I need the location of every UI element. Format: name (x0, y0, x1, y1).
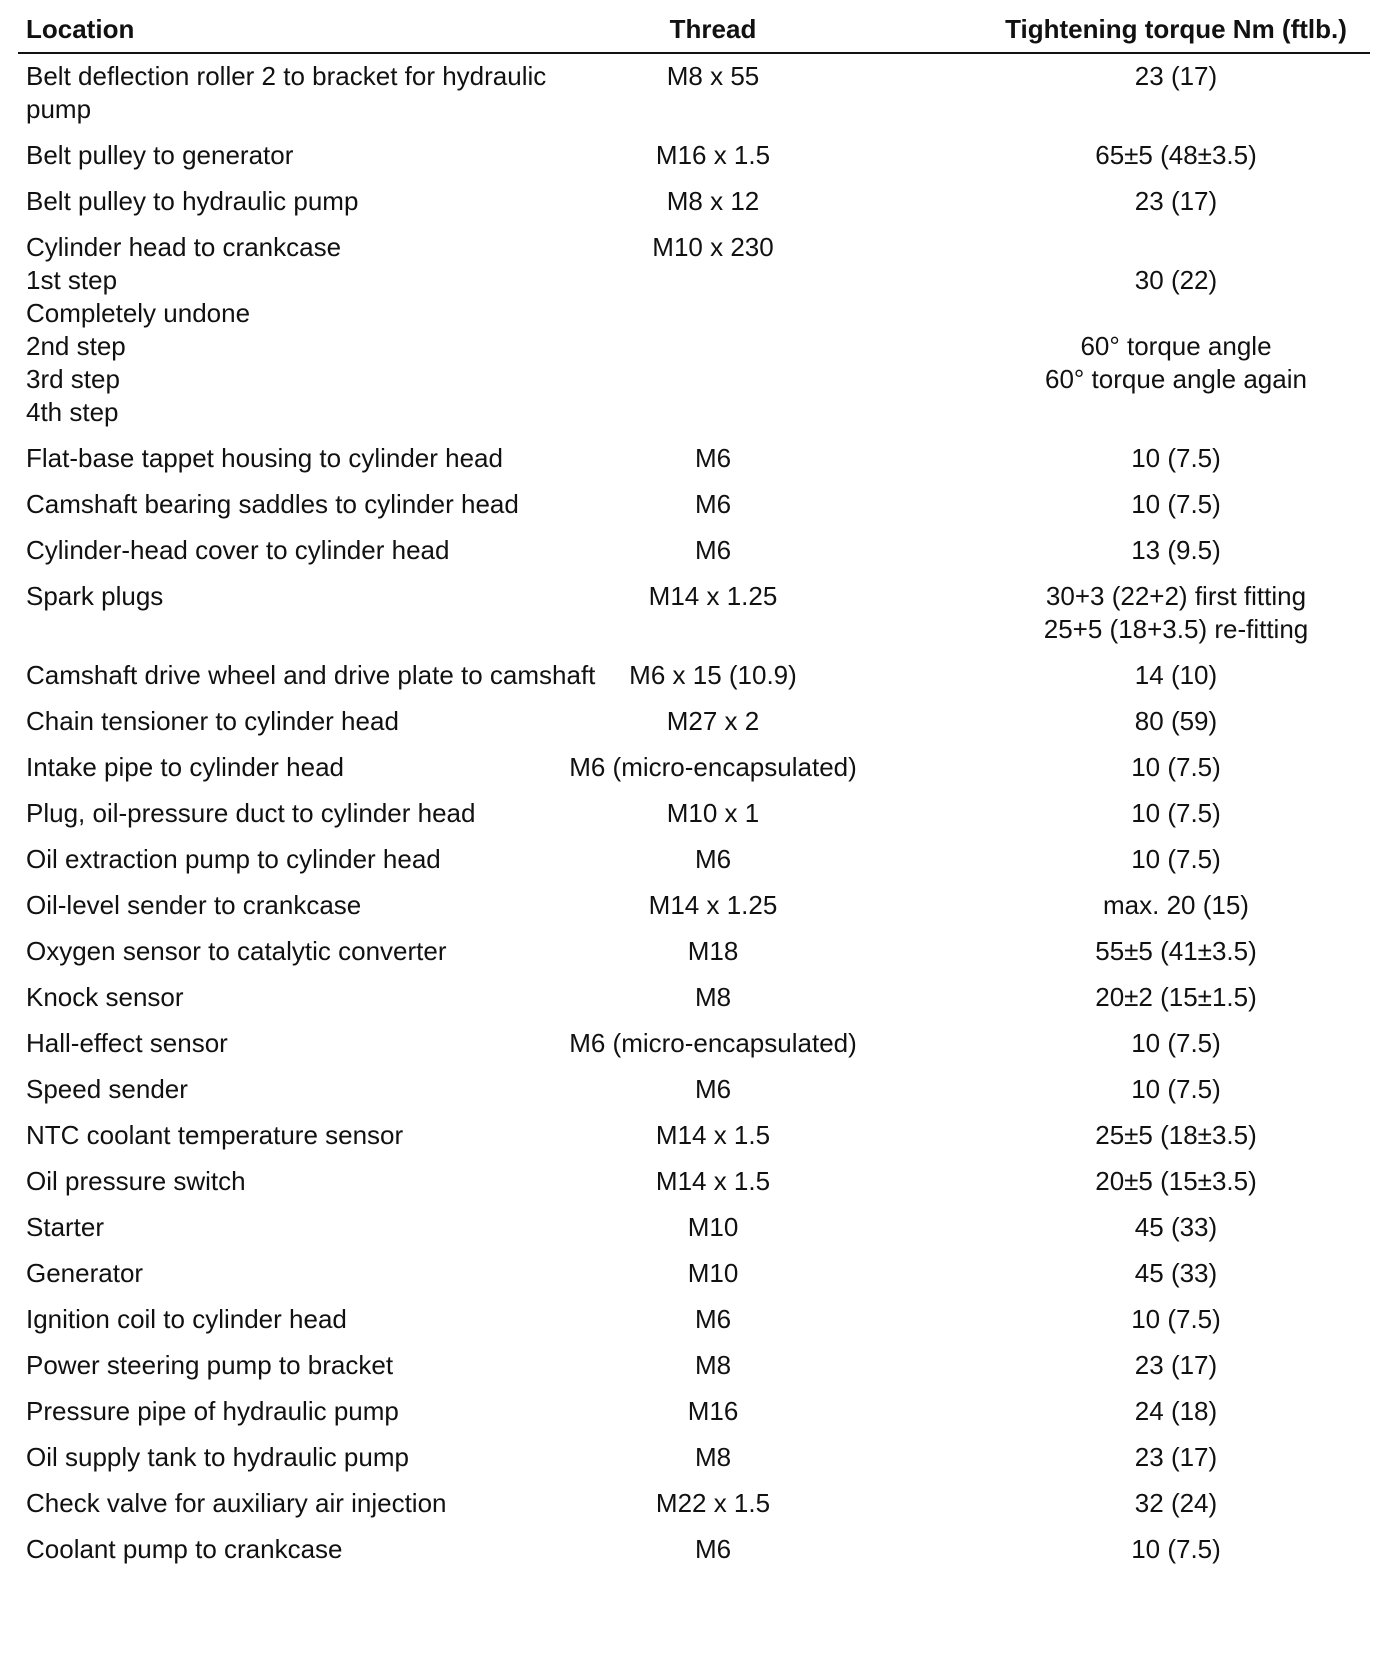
cell-torque: 55±5 (41±3.5) (1095, 936, 1257, 966)
cell-location: Ignition coil to cylinder head (26, 1304, 347, 1334)
cell-torque: 10 (7.5) (1131, 752, 1221, 782)
cell-thread: M6 x 15 (10.9) (629, 660, 797, 690)
cell-torque: 23 (17) (1134, 1350, 1218, 1380)
cell-thread: M18 (687, 936, 739, 966)
table-row (18, 1211, 1370, 1244)
cell-location: Oil extraction pump to cylinder head (26, 844, 441, 874)
table-row (18, 442, 1370, 475)
cell-location: Oil pressure switch (26, 1166, 246, 1196)
table-row (18, 659, 1370, 692)
table-row (18, 1165, 1370, 1198)
table-row (18, 1027, 1370, 1060)
cell-thread: M10 x 1 (666, 798, 760, 828)
cell-torque: 10 (7.5) (1131, 1304, 1221, 1334)
cell-torque: 23 (17) (1134, 1442, 1218, 1472)
cell-thread: M14 x 1.5 (655, 1166, 771, 1196)
cell-location: Plug, oil-pressure duct to cylinder head (26, 798, 476, 828)
cell-location: Power steering pump to bracket (26, 1350, 394, 1380)
cell-torque: 20±2 (15±1.5) (1095, 982, 1257, 1012)
cell-location: Flat-base tappet housing to cylinder head (26, 443, 503, 473)
table-row (18, 1073, 1370, 1106)
table-row (18, 843, 1370, 876)
cell-location: Pressure pipe of hydraulic pump (26, 1396, 399, 1426)
cell-location: Belt pulley to generator (26, 140, 294, 170)
cell-torque: 10 (7.5) (1131, 1534, 1221, 1564)
cell-location: Spark plugs (26, 581, 164, 611)
cell-thread: M6 (694, 1074, 732, 1104)
table-row (18, 1303, 1370, 1336)
cell-thread: M16 (687, 1396, 739, 1426)
cell-thread: M6 (micro-encapsulated) (569, 752, 857, 782)
cell-torque: 23 (17) (1134, 61, 1218, 91)
header-location: Location (26, 14, 135, 44)
cell-thread: M14 x 1.25 (648, 890, 778, 920)
cell-torque: 10 (7.5) (1131, 1074, 1221, 1104)
table-row (18, 1395, 1370, 1428)
cell-thread: M8 x 12 (666, 186, 760, 216)
table-row (18, 1257, 1370, 1290)
cell-location: Speed sender (26, 1074, 188, 1104)
cell-thread: M14 x 1.5 (655, 1120, 771, 1150)
cell-torque: 24 (18) (1134, 1396, 1218, 1426)
header-torque: Tightening torque Nm (ftlb.) (1005, 14, 1347, 44)
cell-torque: 45 (33) (1134, 1258, 1218, 1288)
cell-location: Cylinder head to crankcase 1st step Completely undone 2nd step 3rd step 4th step (26, 232, 342, 427)
cell-thread: M10 (687, 1258, 739, 1288)
cell-location: Camshaft drive wheel and drive plate to camshaft (26, 660, 596, 690)
cell-torque: 25±5 (18±3.5) (1095, 1120, 1257, 1150)
cell-torque: max. 20 (15) (1103, 890, 1249, 920)
cell-torque: 80 (59) (1134, 706, 1218, 736)
table-row (18, 889, 1370, 922)
cell-torque: 10 (7.5) (1131, 798, 1221, 828)
cell-torque: 65±5 (48±3.5) (1095, 140, 1257, 170)
table-row (18, 231, 1370, 429)
table-header (18, 8, 1370, 54)
cell-thread: M6 (694, 535, 732, 565)
table-row (18, 1349, 1370, 1382)
cell-torque: 23 (17) (1134, 186, 1218, 216)
cell-torque: 14 (10) (1134, 660, 1218, 690)
cell-thread: M16 x 1.5 (655, 140, 771, 170)
cell-location: Belt deflection roller 2 to bracket for hydraulic pump (26, 61, 547, 124)
cell-location: Starter (26, 1212, 105, 1242)
cell-thread: M6 (694, 844, 732, 874)
cell-torque: 10 (7.5) (1131, 844, 1221, 874)
cell-torque: 30 (22) 60° torque angle 60° torque angle again (1045, 265, 1307, 394)
cell-torque: 10 (7.5) (1131, 1028, 1221, 1058)
cell-thread: M10 (687, 1212, 739, 1242)
table-row (18, 1487, 1370, 1520)
cell-thread: M8 x 55 (666, 61, 760, 91)
cell-torque: 13 (9.5) (1131, 535, 1221, 565)
cell-torque: 10 (7.5) (1131, 443, 1221, 473)
table-row (18, 534, 1370, 567)
cell-thread: M6 (694, 1304, 732, 1334)
cell-location: NTC coolant temperature sensor (26, 1120, 404, 1150)
cell-torque: 20±5 (15±3.5) (1095, 1166, 1257, 1196)
cell-location: Oxygen sensor to catalytic converter (26, 936, 447, 966)
cell-location: Coolant pump to crankcase (26, 1534, 343, 1564)
cell-thread: M6 (694, 443, 732, 473)
cell-location: Chain tensioner to cylinder head (26, 706, 399, 736)
header-thread: Thread (669, 14, 757, 44)
cell-location: Oil supply tank to hydraulic pump (26, 1442, 409, 1472)
cell-location: Intake pipe to cylinder head (26, 752, 344, 782)
table-row (18, 60, 1370, 126)
cell-thread: M6 (694, 1534, 732, 1564)
cell-location: Camshaft bearing saddles to cylinder head (26, 489, 519, 519)
cell-thread: M6 (694, 489, 732, 519)
cell-torque: 10 (7.5) (1131, 489, 1221, 519)
cell-torque: 32 (24) (1134, 1488, 1218, 1518)
cell-torque: 30+3 (22+2) first fitting 25+5 (18+3.5) re-fitting (1043, 581, 1309, 644)
cell-thread: M27 x 2 (666, 706, 760, 736)
table-row (18, 705, 1370, 738)
table-row (18, 580, 1370, 646)
cell-location: Generator (26, 1258, 144, 1288)
table-row (18, 935, 1370, 968)
table-row (18, 981, 1370, 1014)
table-row (18, 751, 1370, 784)
cell-location: Oil-level sender to crankcase (26, 890, 362, 920)
cell-thread: M10 x 230 (652, 232, 774, 262)
cell-location: Check valve for auxiliary air injection (26, 1488, 447, 1518)
table-row (18, 1533, 1370, 1566)
cell-thread: M8 (694, 1350, 732, 1380)
table-row (18, 139, 1370, 172)
cell-thread: M22 x 1.5 (655, 1488, 771, 1518)
table-row (18, 797, 1370, 830)
cell-thread: M8 (694, 982, 732, 1012)
cell-location: Cylinder-head cover to cylinder head (26, 535, 450, 565)
cell-thread: M8 (694, 1442, 732, 1472)
cell-location: Hall-effect sensor (26, 1028, 228, 1058)
cell-torque: 45 (33) (1134, 1212, 1218, 1242)
cell-location: Knock sensor (26, 982, 184, 1012)
table-row (18, 185, 1370, 218)
cell-location: Belt pulley to hydraulic pump (26, 186, 359, 216)
table-row (18, 488, 1370, 521)
cell-thread: M6 (micro-encapsulated) (569, 1028, 857, 1058)
table-row (18, 1119, 1370, 1152)
cell-thread: M14 x 1.25 (648, 581, 778, 611)
table-row (18, 1441, 1370, 1474)
